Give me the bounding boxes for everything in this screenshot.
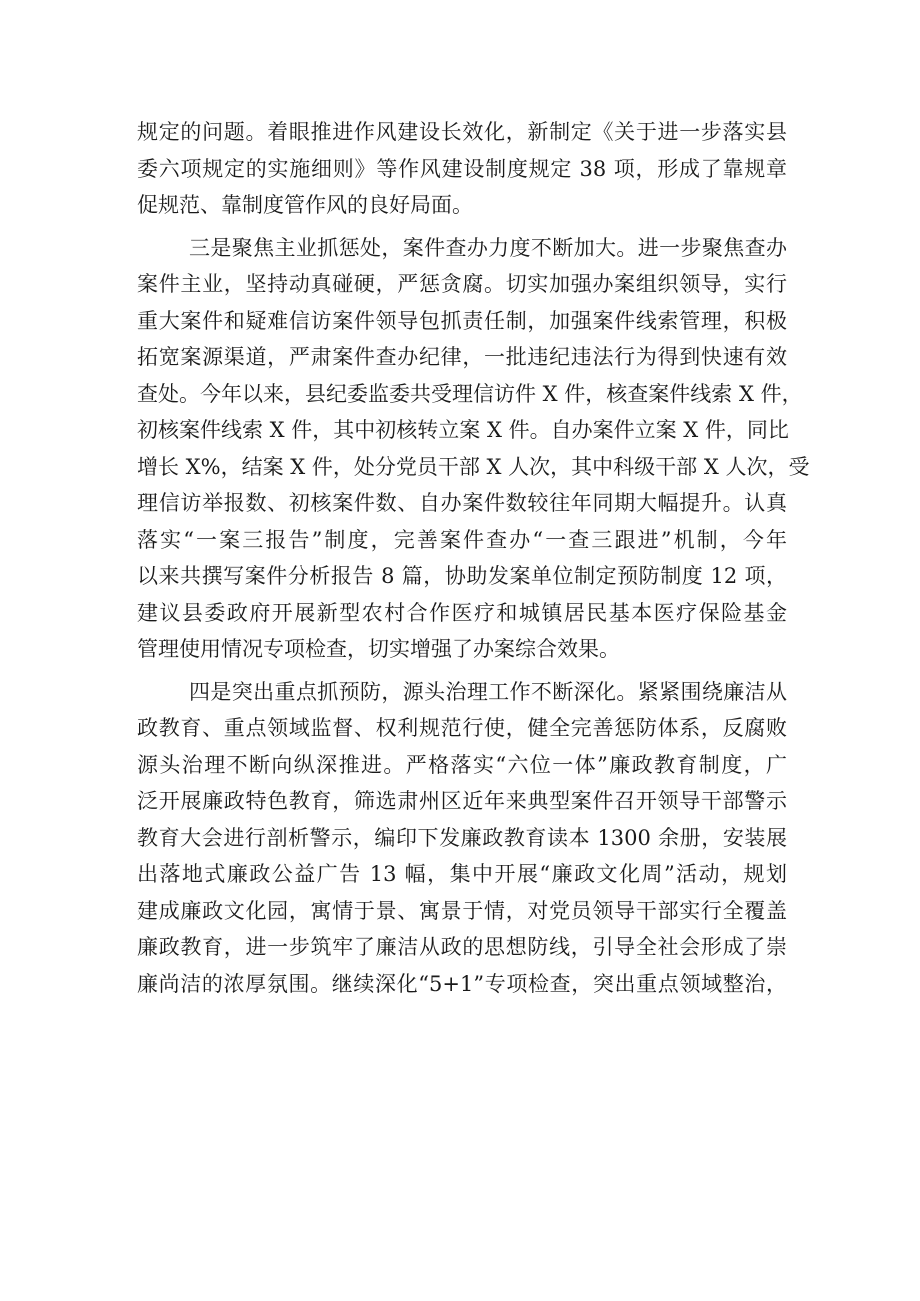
text-line: 建议县委政府开展新型农村合作医疗和城镇居民基本医疗保险基金 <box>137 600 787 625</box>
text-line: 廉尚洁的浓厚氛围。继续深化“5+1”专项检查，突出重点领域整治， <box>137 971 787 996</box>
document-body <box>137 114 810 1002</box>
text-line: 促规范、靠制度管作风的良好局面。 <box>137 193 473 217</box>
text-line: 落实“一案三报告”制度，完善案件查办“一查三跟进”机制，今年 <box>137 527 787 552</box>
paragraph-work-style <box>137 114 787 224</box>
text-line: 案件主业，坚持动真碰硬，严惩贪腐。切实加强办案组织领导，实行 <box>137 272 787 296</box>
text-line: 初核案件线索 X 件，其中初核转立案 X 件。自办案件立案 X 件，同比 <box>137 418 789 442</box>
text-line: 泛开展廉政特色教育，筛选肃州区近年来典型案件召开领导干部警示 <box>137 789 787 813</box>
text-line: 四是突出重点抓预防，源头治理工作不断深化。紧紧围绕廉洁从 <box>189 679 787 704</box>
text-line: 三是聚焦主业抓惩处，案件查办力度不断加大。进一步聚焦查办 <box>189 235 787 260</box>
text-line: 重大案件和疑难信访案件领导包抓责任制，加强案件线索管理，积极 <box>137 308 787 333</box>
text-line: 管理使用情况专项检查，切实增强了办案综合效果。 <box>137 637 620 661</box>
text-line: 增长 X%，结案 X 件，处分党员干部 X 人次，其中科级干部 X 人次，受 <box>137 454 810 479</box>
text-line: 规定的问题。着眼推进作风建设长效化，新制定《关于进一步落实县 <box>137 120 787 144</box>
text-line: 源头治理不断向纵深推进。严格落实“六位一体”廉政教育制度，广 <box>137 752 787 777</box>
text-line: 以来共撰写案件分析报告 8 篇，协助发案单位制定预防制度 12 项， <box>137 564 787 588</box>
paragraph-prevention <box>137 674 787 1003</box>
text-line: 理信访举报数、初核案件数、自办案件数较往年同期大幅提升。认真 <box>137 491 787 515</box>
text-line: 拓宽案源渠道，严肃案件查办纪律，一批违纪违法行为得到快速有效 <box>137 345 787 369</box>
text-line: 政教育、重点领域监督、权利规范行使，健全完善惩防体系，反腐败 <box>137 716 787 740</box>
text-line: 查处。今年以来，县纪委监委共受理信访件 X 件，核查案件线索 X 件， <box>137 381 803 406</box>
text-line: 出落地式廉政公益广告 13 幅，集中开展“廉政文化周”活动，规划 <box>137 862 787 886</box>
text-line: 廉政教育，进一步筑牢了廉洁从政的思想防线，引导全社会形成了崇 <box>137 935 787 959</box>
text-line: 建成廉政文化园，寓情于景、寓景于情，对党员领导干部实行全覆盖 <box>137 898 787 923</box>
text-line: 教育大会进行剖析警示，编印下发廉政教育读本 1300 余册，安装展 <box>137 825 787 850</box>
paragraph-case-handling <box>137 230 810 668</box>
text-line: 委六项规定的实施细则》等作风建设制度规定 38 项，形成了靠规章 <box>137 156 787 181</box>
